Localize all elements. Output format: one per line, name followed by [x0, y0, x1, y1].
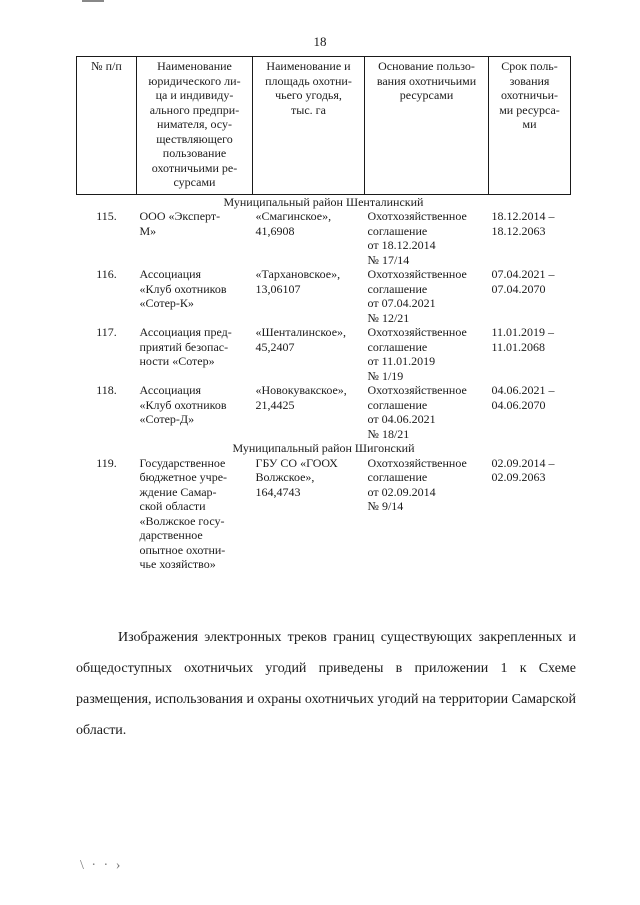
paragraph-text: Изображения электронных треков границ существующих закрепленных и общедоступных охотничьих угодий приведены в приложении 1 к Схеме размещения, использования и охраны охотничьих угодий на территории Самарской области.	[76, 630, 576, 738]
row-number: 115.	[96, 209, 117, 223]
header-basis: Основание пользо- вания охотничьими ресурсами	[365, 57, 489, 195]
row-area: ГБУ СО «ГООХ Волжское», 164,4743	[255, 455, 338, 499]
row-area: «Тархановское», 13,06107	[255, 267, 341, 296]
row-term: 07.04.2021 – 07.04.2070	[491, 267, 555, 296]
header-term: Срок поль- зования охотничьи- ми ресурса- ми	[489, 57, 571, 195]
row-term: 04.06.2021 – 04.06.2070	[491, 383, 555, 412]
page-number: 18	[313, 34, 327, 49]
table-header-row	[77, 57, 571, 195]
header-number: № п/п	[77, 57, 137, 195]
row-entity: ООО «Эксперт- М»	[139, 209, 221, 238]
handwritten-mark: \ · · ›	[80, 858, 123, 873]
row-number: 119.	[96, 455, 117, 470]
row-basis: Охотхозяйственное соглашение от 11.01.2019 № 1/19	[367, 325, 467, 383]
row-number: 116.	[96, 267, 117, 281]
row-basis: Охотхозяйственное соглашение от 18.12.2014 № 17/14	[367, 209, 467, 267]
row-area: «Шенталинское», 45,2407	[255, 325, 347, 354]
row-area: «Новокувакское», 21,4425	[255, 383, 347, 412]
row-number: 117.	[96, 325, 117, 339]
header-entity: Наименование юридического ли- ца и индивиду- ального предпри- нимателя, осу- ществляющего пользование охотничьими ре- сурсами	[137, 57, 253, 195]
header-area: Наименование и площадь охотни- чьего угодья, тыс. га	[253, 57, 365, 195]
table-row	[77, 383, 571, 441]
row-basis: Охотхозяйственное соглашение от 04.06.2021 № 18/21	[367, 383, 467, 441]
table-row	[77, 267, 571, 325]
section-title-row	[77, 194, 571, 209]
row-term: 11.01.2019 – 11.01.2068	[491, 325, 555, 354]
table-row	[77, 325, 571, 383]
row-entity: Ассоциация «Клуб охотников «Сотер-Д»	[139, 383, 227, 426]
scan-mark	[82, 0, 104, 2]
row-entity: Ассоциация пред- приятий безопас- ности «Сотер»	[139, 325, 232, 368]
section-title: Муниципальный район Шигонский	[232, 441, 415, 455]
row-entity: Ассоциация «Клуб охотников «Сотер-К»	[139, 267, 227, 310]
row-basis: Охотхозяйственное соглашение от 02.09.2014 № 9/14	[367, 455, 467, 513]
section-title: Муниципальный район Шенталинский	[223, 194, 424, 209]
body-paragraph	[76, 622, 576, 746]
row-term: 18.12.2014 – 18.12.2063	[491, 209, 555, 238]
row-entity: Государственное бюджетное учре- ждение Самар- ской области «Волжское госу- дарственное опытное охотни- чье хозяйство»	[139, 455, 228, 571]
table-row	[77, 456, 571, 572]
row-area: «Смагинское», 41,6908	[255, 209, 332, 238]
table-row	[77, 209, 571, 267]
row-basis: Охотхозяйственное соглашение от 07.04.2021 № 12/21	[367, 267, 467, 325]
section-title-row	[77, 441, 571, 456]
hunting-grounds-table	[76, 56, 571, 572]
row-term: 02.09.2014 – 02.09.2063	[491, 455, 555, 484]
row-number: 118.	[96, 383, 117, 397]
